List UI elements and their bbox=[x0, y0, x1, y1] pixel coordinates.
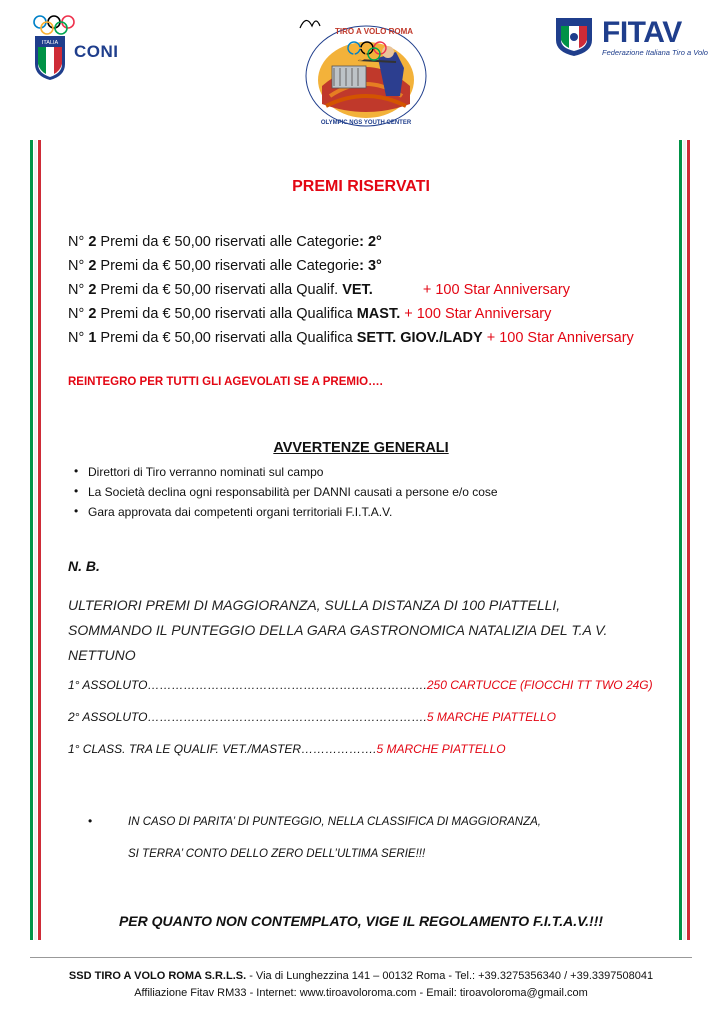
club-logo-subtext: OLYMPIC NGS YOUTH CENTER bbox=[320, 120, 412, 126]
fitav-name: FITAV bbox=[602, 16, 682, 49]
fitav-subtitle: Federazione Italiana Tiro a Volo bbox=[602, 48, 708, 57]
fitav-logo bbox=[552, 14, 708, 62]
right-stripe-red bbox=[687, 140, 690, 940]
left-stripe-green bbox=[30, 140, 33, 940]
left-stripe-white bbox=[34, 140, 37, 940]
prize-line-5: N° 1 Premi da € 50,00 riservati alla Qualifica SETT. GIOV./LADY + 100 Star Anniversary bbox=[68, 330, 634, 346]
maggioranza-row-1: 1° ASSOLUTO…………………………………………………………….250 CARTUCCE (FIOCCHI TT TWO 24G) bbox=[68, 678, 653, 692]
avvertenze-item-3: • Gara approvata dai competenti organi territoriali F.I.T.A.V. bbox=[88, 505, 392, 519]
club-logo bbox=[292, 8, 440, 133]
italia-label: ITALIA bbox=[41, 40, 59, 46]
parita-line-1: IN CASO DI PARITA’ DI PUNTEGGIO, NELLA CLASSIFICA DI MAGGIORANZA, bbox=[128, 816, 542, 828]
prize-line-3: N° 2 Premi da € 50,00 riservati alla Qualif. VET. + 100 Star Anniversary bbox=[68, 282, 570, 298]
maggioranza-row-3: 1° CLASS. TRA LE QUALIF. VET./MASTER……………….5 MARCHE PIATTELLO bbox=[68, 742, 506, 756]
parita-line-2: SI TERRA’ CONTO DELLO ZERO DELL’ULTIMA SERIE!!! bbox=[128, 848, 426, 860]
avvertenze-item-1: • Direttori di Tiro verranno nominati sul campo bbox=[88, 465, 323, 479]
coni-text: CONI bbox=[74, 42, 119, 61]
nb-label: N. B. bbox=[68, 558, 100, 574]
coni-logo bbox=[30, 12, 125, 84]
prize-line-2: N° 2 Premi da € 50,00 riservati alle Categorie: 3° bbox=[68, 258, 382, 274]
prize-line-4: N° 2 Premi da € 50,00 riservati alla Qualifica MAST. + 100 Star Anniversary bbox=[68, 306, 552, 322]
prize-extra: + 100 Star Anniversary bbox=[422, 282, 570, 298]
avvertenze-title: AVVERTENZE GENERALI bbox=[273, 440, 449, 456]
closing-note: PER QUANTO NON CONTEMPLATO, VIGE IL REGOLAMENTO F.I.T.A.V.!!! bbox=[118, 913, 604, 929]
left-stripe-red bbox=[38, 140, 41, 940]
club-logo-text: TIRO A VOLO ROMA bbox=[334, 27, 414, 36]
avvertenze-item-2: • La Società declina ogni responsabilità per DANNI causati a persone e/o cose bbox=[88, 485, 498, 499]
prize-extra: + 100 Star Anniversary bbox=[400, 306, 552, 322]
olympic-rings-icon bbox=[32, 14, 76, 36]
footer-line-2: Affiliazione Fitav RM33 - Internet: www.tiroavoloroma.com - Email: tiroavoloroma@gmail.com bbox=[134, 987, 588, 999]
italia-shield-icon bbox=[35, 36, 65, 80]
right-stripe-green bbox=[679, 140, 682, 940]
ulteriori-premi: ULTERIORI PREMI DI MAGGIORANZA, SULLA DISTANZA DI 100 PIATTELLI, SOMMANDO IL PUNTEGGIO DELLA GARA GASTRONOMICA NATALIZIA DEL T.A V. NETTUNO bbox=[68, 597, 608, 663]
prize-extra: + 100 Star Anniversary bbox=[482, 330, 634, 346]
right-stripe-white bbox=[683, 140, 686, 940]
fitav-emblem-icon bbox=[552, 14, 596, 58]
footer-divider bbox=[30, 957, 692, 958]
footer-line-1: SSD TIRO A VOLO ROMA S.R.L.S. - Via di Lunghezzina 141 – 00132 Roma - Tel.: +39.3275356340 / +39.3397508041 bbox=[68, 970, 654, 982]
parita-bullet-icon: • bbox=[88, 814, 93, 828]
maggioranza-row-2: 2° ASSOLUTO…………………………………………………………….5 MARCHE PIATTELLO bbox=[68, 710, 556, 724]
footer-org: SSD TIRO A VOLO ROMA S.R.L.S. bbox=[68, 970, 247, 982]
prize-line-1: N° 2 Premi da € 50,00 riservati alle Categorie: 2° bbox=[68, 234, 382, 250]
page-title: PREMI RISERVATI bbox=[292, 178, 430, 195]
reintegro-note: REINTEGRO PER TUTTI GLI AGEVOLATI SE A PREMIO…. bbox=[68, 376, 383, 388]
